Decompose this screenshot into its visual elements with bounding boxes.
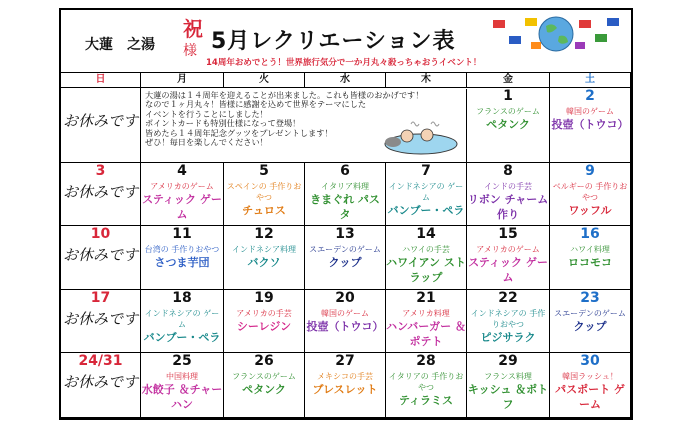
event-category: インドの手芸 (484, 182, 532, 191)
closed-day-cell (61, 163, 141, 226)
calendar-day-cell (467, 353, 550, 418)
event-name: バクソ (247, 256, 281, 269)
event-entry (386, 181, 466, 218)
event-category: アメリカのゲーム (476, 245, 540, 254)
event-entry (305, 308, 385, 334)
honorific-mark: 様 (183, 43, 197, 59)
event-entry (467, 181, 549, 222)
closed-label: お休みです (62, 373, 138, 391)
calendar-frame (59, 8, 633, 420)
closed-day-cell (61, 226, 141, 290)
calendar-day-cell (386, 226, 467, 290)
event-category: スエーデンのゲーム (309, 245, 381, 254)
event-entry (141, 308, 223, 345)
event-category: イタリア料理 (321, 182, 369, 191)
event-name: ペタンク (486, 118, 530, 131)
event-category: アメリカ料理 (402, 309, 450, 318)
event-entry (141, 244, 223, 270)
event-category: ハワイ料理 (570, 245, 610, 254)
event-name: ピジサラク (480, 331, 536, 344)
calendar-day-cell (224, 226, 305, 290)
calendar-day-cell (386, 290, 467, 353)
event-name: パスポート ゲーム (555, 383, 625, 411)
closed-label: お休みです (62, 183, 138, 201)
notice-line: 皆めたら１４周年記念グッツをプレゼントします！ (145, 127, 333, 138)
event-category: 韓国のゲーム (566, 107, 614, 116)
weekday-header: 木 (386, 72, 467, 88)
day-number: 19 (254, 290, 274, 306)
event-entry (386, 244, 466, 285)
day-number: 14 (416, 226, 436, 242)
calendar-day-cell (550, 226, 631, 290)
day-number: 30 (580, 353, 600, 369)
event-name: キッシュ ＆ポトフ (467, 383, 549, 411)
event-name: バンブー・ペラ (387, 204, 465, 217)
event-name: スティック ゲーム (142, 193, 222, 221)
event-entry (386, 308, 466, 349)
event-category: ハワイの手芸 (402, 245, 450, 254)
closed-label: お休みです (62, 246, 138, 264)
notice-line: ポイントカードも特別仕様になって登場！ (145, 118, 301, 129)
closed-label: お休みです (62, 310, 138, 328)
weekday-header: 水 (305, 72, 386, 88)
event-category: インドネシアの ゲーム (144, 309, 220, 329)
day-number: 17 (90, 290, 111, 306)
weekday-header: 火 (224, 72, 305, 88)
calendar-day-cell (141, 226, 224, 290)
calendar-day-cell (305, 163, 386, 226)
event-category: フランスのゲーム (232, 372, 296, 381)
page-subtitle: 14周年おめでとう！世界旅行気分で一か月丸々殺っちゃおうイベント！ (206, 58, 482, 68)
calendar-day-cell (550, 88, 631, 163)
day-number: 4 (177, 163, 187, 179)
event-entry (305, 371, 385, 397)
calendar-day-cell (224, 353, 305, 418)
world-travel-illustration (491, 14, 621, 54)
event-category: スペインの 手作りおやつ (226, 182, 302, 202)
event-name: クップ (573, 320, 607, 333)
event-entry (224, 308, 304, 334)
day-number: 8 (503, 163, 513, 179)
day-number: 22 (498, 290, 518, 306)
calendar-day-cell (386, 163, 467, 226)
day-number: 7 (421, 163, 431, 179)
event-entry (467, 371, 549, 412)
event-entry (141, 181, 223, 222)
event-category: イタリアの 手作りおやつ (388, 372, 464, 392)
event-category: インドネシアの 手作りおやつ (470, 309, 546, 329)
event-entry (141, 371, 223, 412)
event-category: メキシコの手芸 (317, 372, 373, 381)
event-name: きまぐれ パスタ (310, 193, 380, 221)
event-entry (467, 244, 549, 285)
event-name: ティラミス (398, 394, 454, 407)
notice-line: なので１ヶ月丸々！皆様に感謝を込めて世界をテーマにした (145, 99, 367, 110)
calendar-day-cell (550, 163, 631, 226)
event-name: 投壺（トウコ） (306, 320, 384, 333)
event-name: ハンバーガー ＆ポテト (386, 320, 466, 348)
calendar-day-cell (467, 290, 550, 353)
event-entry (550, 308, 630, 334)
event-entry (305, 244, 385, 270)
event-category: フランス料理 (484, 372, 532, 381)
event-name: スティック ゲーム (468, 256, 548, 284)
event-entry (224, 244, 304, 270)
day-number: 29 (498, 353, 518, 369)
calendar-day-cell (141, 353, 224, 418)
notice-line: 大蓮の湯は１４周年を迎えることが出来ました。これも皆様のおかげです！ (145, 90, 424, 100)
event-name: シーレジン (236, 320, 292, 333)
event-name: バンブー・ペラ (143, 331, 221, 344)
event-category: 台湾の 手作りおやつ (144, 245, 220, 254)
event-name: ハワイアン ストラップ (386, 256, 466, 284)
day-number: 25 (172, 353, 192, 369)
event-entry (224, 371, 304, 397)
facility-name: 大蓮 之湯 (85, 37, 155, 53)
event-name: ワッフル (568, 204, 612, 217)
event-name: リボン チャーム作り (467, 193, 549, 221)
calendar-day-cell (467, 226, 550, 290)
closed-day-cell (61, 88, 141, 163)
day-number: 2 (585, 88, 595, 104)
event-name: ブレスレット (312, 383, 378, 396)
event-name: 投壺（トウコ） (551, 118, 629, 131)
calendar-header (61, 10, 631, 73)
day-number: 9 (585, 163, 595, 179)
event-name: 水餃子 ＆チャーハン (141, 383, 223, 411)
day-number: 1 (503, 88, 513, 104)
event-entry (386, 371, 466, 408)
day-number: 13 (335, 226, 355, 242)
day-number: 23 (580, 290, 600, 306)
weekday-header: 土 (550, 72, 631, 88)
day-number: 20 (335, 290, 355, 306)
calendar-day-cell (305, 226, 386, 290)
day-number: 10 (90, 226, 111, 242)
event-category: 中国料理 (166, 372, 198, 381)
event-name: クップ (328, 256, 362, 269)
notice-line: イベントを行うことにしました！ (145, 108, 268, 119)
event-entry (467, 308, 549, 345)
event-category: インドネシア料理 (232, 245, 296, 254)
day-number: 27 (335, 353, 355, 369)
day-number: 5 (259, 163, 269, 179)
day-number: 12 (254, 226, 274, 242)
event-category: 韓国のゲーム (321, 309, 369, 318)
page-title: 5月レクリエーション表 (211, 29, 456, 54)
calendar-day-cell (467, 163, 550, 226)
celebration-mark: 祝 (183, 17, 203, 41)
calendar-day-cell (141, 163, 224, 226)
notice-line: ぜひ！毎日を楽しんでください！ (145, 137, 268, 148)
calendar-day-cell (386, 353, 467, 418)
event-name: ペタンク (242, 383, 286, 396)
event-entry (467, 106, 549, 132)
event-name: チュロス (242, 204, 286, 217)
event-category: 韓国ラッシュ！ (562, 372, 618, 381)
calendar-day-cell (141, 290, 224, 353)
event-entry (305, 181, 385, 222)
event-category: インドネシアの ゲーム (388, 182, 464, 202)
day-number: 16 (580, 226, 600, 242)
calendar-day-cell (224, 163, 305, 226)
day-number: 24/31 (78, 353, 123, 369)
event-category: ベルギーの 手作りおやつ (552, 182, 628, 202)
day-number: 11 (172, 226, 192, 242)
day-number: 3 (95, 163, 106, 179)
day-number: 26 (254, 353, 274, 369)
calendar-day-cell (467, 88, 550, 163)
weekday-header: 月 (141, 72, 224, 88)
weekday-header: 日 (61, 72, 141, 88)
weekday-header: 金 (467, 72, 550, 88)
hot-spring-illustration (381, 118, 461, 156)
event-category: アメリカのゲーム (150, 182, 214, 191)
calendar-day-cell (224, 290, 305, 353)
day-number: 15 (498, 226, 518, 242)
event-entry (224, 181, 304, 218)
event-category: フランスのゲーム (476, 107, 540, 116)
event-entry (550, 244, 630, 270)
day-number: 21 (416, 290, 436, 306)
event-category: アメリカの手芸 (236, 309, 292, 318)
calendar-day-cell (305, 353, 386, 418)
event-entry (550, 371, 630, 412)
event-category: スエーデンのゲーム (554, 309, 626, 318)
day-number: 28 (416, 353, 436, 369)
calendar-day-cell (550, 353, 631, 418)
day-number: 6 (340, 163, 350, 179)
event-name: ロコモコ (568, 256, 612, 269)
closed-label: お休みです (62, 112, 138, 130)
calendar-day-cell (305, 290, 386, 353)
closed-day-cell (61, 353, 141, 418)
calendar-day-cell (550, 290, 631, 353)
event-name: さつま芋団 (154, 256, 210, 269)
event-entry (550, 106, 630, 132)
event-entry (550, 181, 630, 218)
day-number: 18 (172, 290, 192, 306)
closed-day-cell (61, 290, 141, 353)
